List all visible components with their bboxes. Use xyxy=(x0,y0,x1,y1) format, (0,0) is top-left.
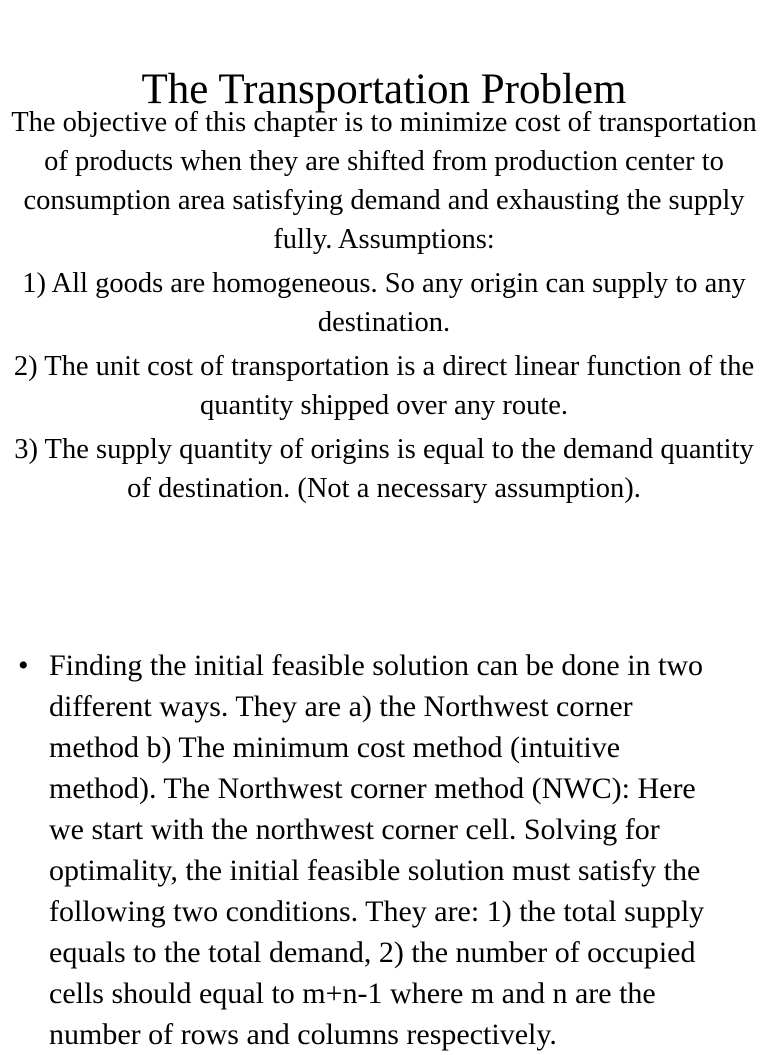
list-item xyxy=(18,645,728,1055)
intro-paragraph: The objective of this chapter is to minimize cost of transportation of products when they are shifted from production center to consumption area satisfying demand and exhausting the supply fully. Assumptions: xyxy=(11,107,757,255)
intro-section xyxy=(0,103,768,508)
assumption-1: 1) All goods are homogeneous. So any origin can supply to any destination. xyxy=(22,268,746,338)
slide-title: The Transportation Problem xyxy=(141,66,627,113)
assumption-3: 3) The supply quantity of origins is equal to the demand quantity of destination. (Not a necessary assumption). xyxy=(14,434,754,504)
bullet-text: Finding the initial feasible solution can be done in two different ways. They are a) the Northwest corner method b) The minimum cost method (intuitive method). The Northwest corner method (NWC): Here we start with the northwest corner cell. Solving for optimality, the initial feasible solution must satisfy the following two conditions. They are: 1) the total supply equals to the total demand, 2) the number of occupied cells should equal to m+n-1 where m and n are the number of rows and columns respectively. xyxy=(49,649,705,1051)
assumption-2: 2) The unit cost of transportation is a direct linear function of the quantity shipped over any route. xyxy=(13,351,755,421)
bullet-marker: • xyxy=(18,649,29,682)
bullet-list xyxy=(18,645,728,1055)
